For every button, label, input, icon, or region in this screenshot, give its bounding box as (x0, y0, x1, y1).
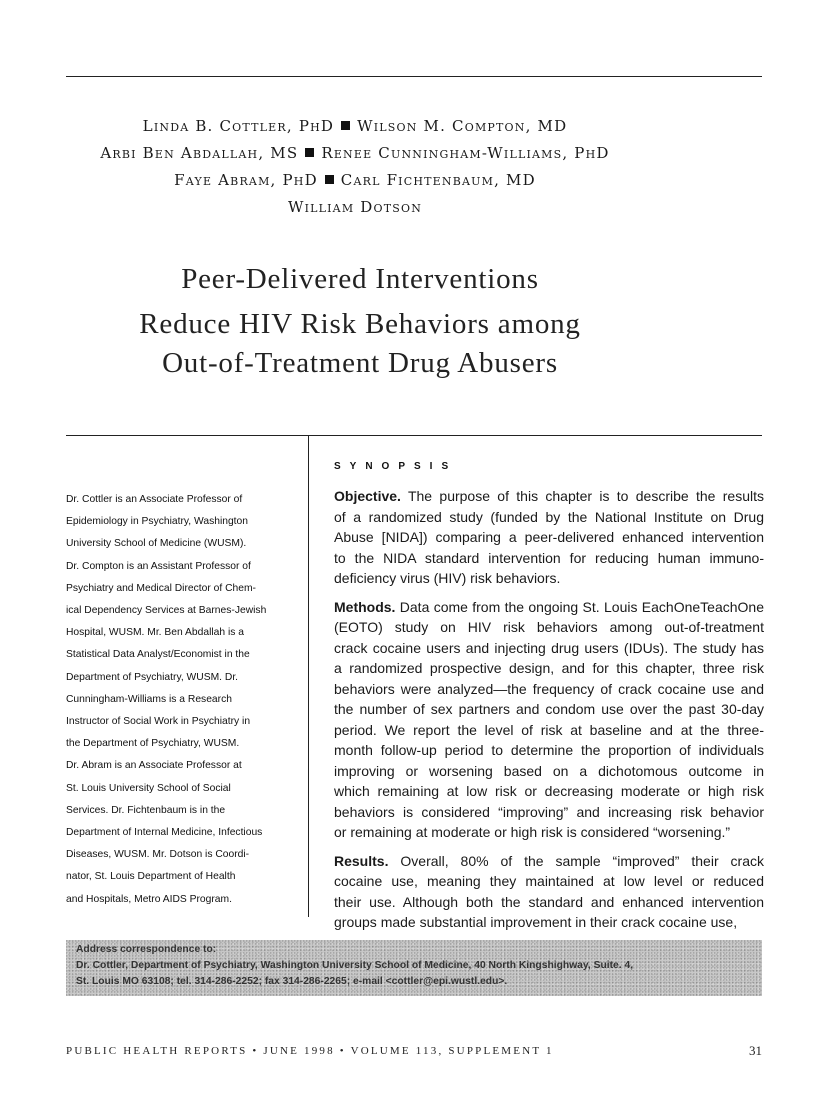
synopsis-heading: SYNOPSIS (334, 461, 458, 472)
methods-line (334, 658, 764, 679)
affiliation-line: Services. Dr. Fichtenbaum is in the (66, 804, 226, 816)
methods-text: behaviors is considered “improving” and increasing risk behavior (334, 803, 764, 820)
methods-text: (EOTO) study on HIV risk behaviors among out-of-treatment (334, 619, 764, 635)
methods-line (334, 679, 764, 700)
methods-line (334, 638, 764, 659)
methods-text: crack cocaine users and injecting drug users (IDUs). The study has (334, 639, 764, 656)
methods-line (334, 720, 764, 741)
objective-text: of a randomized study (funded by the National Institute on Drug (334, 508, 764, 525)
separator-square-icon (341, 121, 350, 130)
affiliation-line: Department of Psychiatry, WUSM. Dr. (66, 671, 239, 683)
affiliation-line: Dr. Compton is an Assistant Professor of (66, 560, 251, 572)
author-line-1 (60, 117, 650, 135)
article-title-line-2: Reduce HIV Risk Behaviors among (139, 308, 581, 340)
results-text: Overall, 80% of the sample “improved” their crack (388, 852, 764, 869)
affiliation-line: Diseases, WUSM. Mr. Dotson is Coordi- (66, 849, 250, 861)
affiliation-line: University School of Medicine (WUSM). (66, 538, 247, 550)
author-line-3 (60, 171, 650, 189)
objective-text: deficiency virus (HIV) risk behaviors. (334, 570, 561, 586)
results-line (334, 892, 764, 913)
author-name: Arbi Ben Abdallah, MS (100, 144, 299, 162)
methods-text: the number of sex partners and condom use over the past 30-day (334, 701, 764, 717)
methods-text: a randomized prospective design, and for this chapter, three risk (334, 660, 764, 676)
author-name: Renee Cunningham-Williams, PhD (321, 144, 610, 162)
correspondence-box (66, 940, 762, 996)
author-line-4 (60, 198, 650, 216)
author-name: Linda B. Cottler, PhD (142, 117, 335, 135)
methods-text: behaviors were analyzed—the frequency of crack cocaine use and (334, 680, 764, 697)
objective-text: The purpose of this chapter is to describe the results (400, 488, 764, 504)
methods-line (334, 699, 764, 720)
correspondence-contact: St. Louis MO 63108; tel. 314-286-2252; fax 314-286-2265; e-mail <cottler@epi.wustl.edu>. (76, 976, 508, 987)
affiliation-line: ical Dependency Services at Barnes-Jewish (66, 605, 267, 617)
affiliation-line: Epidemiology in Psychiatry, Washington (66, 516, 248, 528)
article-title-line-1: Peer-Delivered Interventions (181, 263, 539, 295)
article-title-line-3: Out-of-Treatment Drug Abusers (162, 347, 558, 379)
top-rule (66, 76, 762, 77)
affiliation-line: Dr. Cottler is an Associate Professor of (66, 494, 243, 505)
methods-line (334, 781, 764, 802)
author-name: Carl Fichtenbaum, MD (340, 171, 536, 189)
results-label: Results. (334, 852, 389, 869)
objective-line (334, 486, 764, 507)
results-line (334, 871, 764, 892)
affiliation-line: the Department of Psychiatry, WUSM. (66, 738, 240, 750)
methods-label: Methods. (334, 598, 396, 615)
methods-line (334, 761, 764, 782)
affiliation-line: Instructor of Social Work in Psychiatry in (66, 716, 251, 728)
separator-square-icon (325, 175, 334, 184)
affiliation-line: Department of Internal Medicine, Infectious (66, 827, 263, 839)
methods-line (334, 617, 764, 638)
methods-line (334, 597, 764, 618)
author-affiliations (66, 489, 296, 911)
objective-line (334, 527, 764, 548)
methods-text: period. We report the level of risk at baseline and at the three- (334, 721, 764, 738)
author-name: Wilson M. Compton, MD (357, 117, 568, 135)
objective-text: Abuse [NIDA]) comparing a peer-delivered enhanced intervention (334, 529, 764, 545)
methods-line (334, 802, 764, 823)
correspondence-heading: Address correspondence to: (76, 944, 217, 955)
results-text: groups made substantial improvement in their crack cocaine use, (334, 914, 738, 930)
separator-square-icon (305, 148, 314, 157)
methods-line (334, 822, 764, 843)
methods-text: which remaining at low risk or decreasing moderate or high risk (334, 783, 764, 799)
results-line (334, 851, 764, 872)
synopsis-body (334, 486, 764, 941)
objective-line (334, 568, 764, 589)
affiliation-line: and Hospitals, Metro AIDS Program. (66, 893, 232, 905)
results-section (334, 851, 764, 933)
methods-section (334, 597, 764, 843)
author-name: Faye Abram, PhD (174, 171, 318, 189)
section-rule (66, 435, 762, 436)
affiliation-line: nator, St. Louis Department of Health (66, 871, 236, 883)
objective-line (334, 548, 764, 569)
author-line-2 (60, 144, 650, 162)
methods-text: or remaining at moderate or high risk is considered “worsening.” (334, 824, 731, 840)
methods-line (334, 740, 764, 761)
affiliation-line: Dr. Abram is an Associate Professor at (66, 760, 242, 772)
affiliation-line: St. Louis University School of Social (66, 782, 231, 794)
affiliation-line: Cunningham-Williams is a Research (66, 693, 232, 705)
objective-text: to the NIDA standard intervention for reducing human immuno- (334, 549, 764, 566)
objective-label: Objective. (334, 488, 401, 504)
results-line (334, 912, 764, 933)
objective-line (334, 507, 764, 528)
affiliation-line: Statistical Data Analyst/Economist in the (66, 649, 250, 661)
results-text: cocaine use, meaning they maintained at low level or reduced (334, 873, 764, 889)
affiliation-line: Hospital, WUSM. Mr. Ben Abdallah is a (66, 627, 244, 639)
journal-footer: PUBLIC HEALTH REPORTS • JUNE 1998 • VOLUME 113, SUPPLEMENT 1 (66, 1045, 554, 1057)
methods-text: Data come from the ongoing St. Louis EachOneTeachOne (395, 598, 764, 615)
affiliation-line: Psychiatry and Medical Director of Chem- (66, 582, 256, 594)
column-divider (308, 435, 309, 917)
methods-text: month follow-up period to determine the proportion of individuals (334, 742, 764, 758)
objective-section (334, 486, 764, 589)
page-number: 31 (749, 1043, 762, 1058)
results-text: their use. Although both the standard and enhanced intervention (334, 893, 764, 910)
correspondence-address: Dr. Cottler, Department of Psychiatry, Washington University School of Medicine, 40 North Kingshighway, Suite. 4, (76, 960, 634, 971)
methods-text: improving or worsening based on a dichotomous outcome in (334, 762, 764, 779)
author-name: William Dotson (287, 198, 423, 216)
